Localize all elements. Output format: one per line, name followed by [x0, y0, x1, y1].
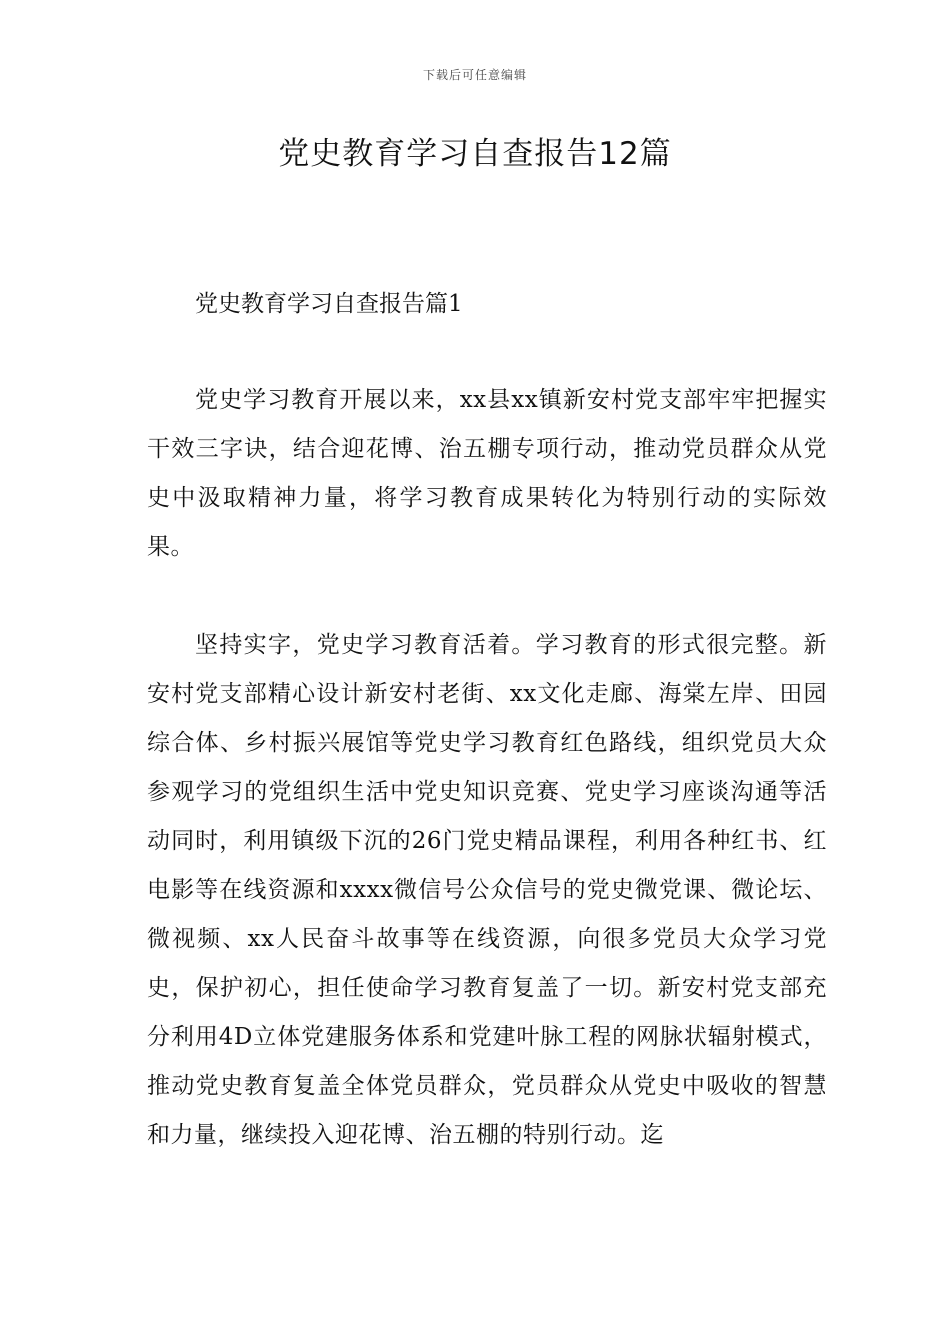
paragraph-1: 党史学习教育开展以来，xx县xx镇新安村党支部牢牢把握实干效三字诀，结合迎花博、治五棚专项行动，推动党员群众从党史中汲取精神力量，将学习教育成果转化为特别行动的实际效果。 [147, 387, 827, 560]
document-body [147, 280, 827, 1209]
paragraph-2: 坚持实字，党史学习教育活着。学习教育的形式很完整。新安村党支部精心设计新安村老街、xx文化走廊、海棠左岸、田园综合体、乡村振兴展馆等党史学习教育红色路线，组织党员大众参观学习的党组织生活中党史知识竞赛、党史学习座谈沟通等活动同时，利用镇级下沉的26门党史精品课程，利用各种红书、红电影等在线资源和xxxx微信号公众信号的党史微党课、微论坛、微视频、xx人民奋斗故事等在线资源，向很多党员大众学习党史，保护初心，担任使命学习教育复盖了一切。新安村党支部充分利用4D立体党建服务体系和党建叶脉工程的网脉状辐射模式，推动党史教育复盖全体党员群众，党员群众从党史中吸收的智慧和力量，继续投入迎花博、治五棚的特别行动。迄 [147, 632, 827, 1148]
section-heading: 党史教育学习自查报告篇1 [195, 291, 463, 317]
page-title: 党史教育学习自查报告12篇 [278, 136, 672, 172]
header-note: 下载后可任意编辑 [422, 68, 527, 82]
